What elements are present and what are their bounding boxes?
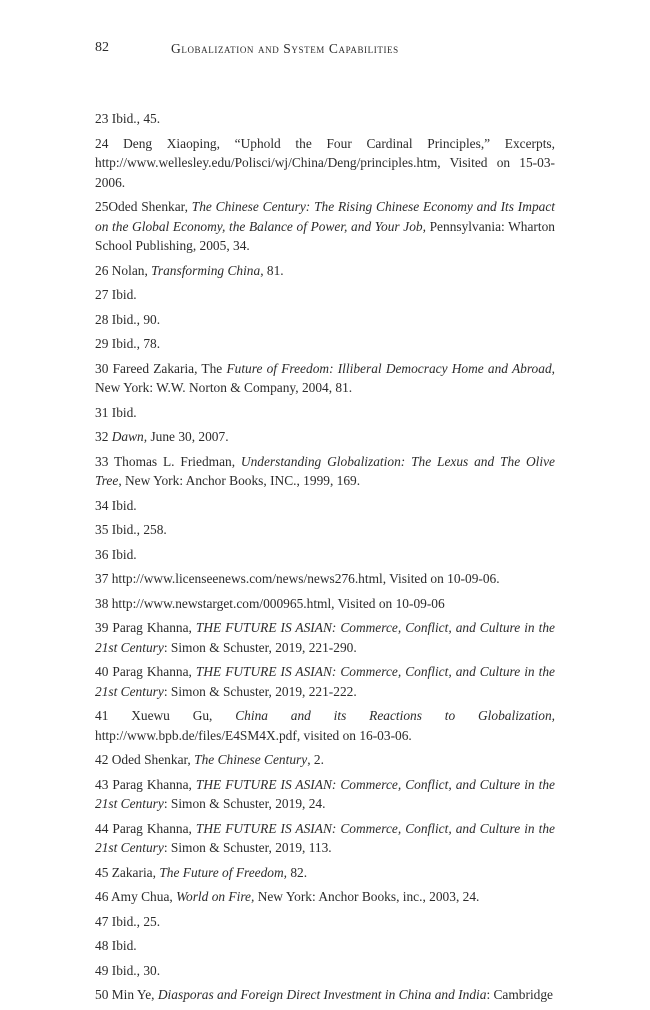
endnote bbox=[95, 985, 555, 1005]
endnote-title-text: THE FUTURE IS ASIAN: Commerce, Conflict, and Culture in the 21st Century bbox=[95, 776, 555, 811]
endnote-title-text: China and its Reactions to Globalization, bbox=[235, 708, 556, 723]
endnote-text: , 2. bbox=[307, 752, 324, 767]
endnote-title-text: Diasporas and Foreign Direct Investment in China and India bbox=[157, 987, 487, 1002]
endnote-text: 32 bbox=[95, 429, 112, 444]
endnote bbox=[95, 594, 555, 614]
endnote bbox=[95, 403, 555, 423]
endnote-text: 24 Deng Xiaoping, “Uphold the Four Cardinal Principles,” Excerpts, http://www.wellesley.edu/Polisci/wj/China/Deng/principles.htm, Visited on 15-03-2006. bbox=[95, 135, 555, 190]
endnote-text: : Simon & Schuster, 2019, 24. bbox=[163, 796, 326, 811]
endnote-text: 42 Oded Shenkar, bbox=[95, 752, 195, 767]
page-header bbox=[95, 40, 555, 60]
endnote-text: 27 Ibid. bbox=[95, 287, 137, 302]
endnote bbox=[95, 520, 555, 540]
endnote-title-text: Transforming China bbox=[151, 262, 261, 278]
endnote bbox=[95, 310, 555, 330]
endnote-text: 48 Ibid. bbox=[95, 938, 137, 953]
endnotes-list bbox=[95, 109, 555, 1010]
endnote-title-text: Future of Freedom: Illiberal Democracy Home and Abroad bbox=[226, 360, 552, 376]
endnote-text: 45 Zakaria, bbox=[95, 864, 160, 880]
endnote bbox=[95, 887, 555, 907]
endnote bbox=[95, 662, 555, 701]
endnote bbox=[95, 197, 555, 256]
endnote-text: 50 Min Ye, bbox=[95, 987, 158, 1002]
endnote bbox=[95, 261, 555, 281]
endnote-text: 44 Parag Khanna, bbox=[95, 820, 196, 836]
endnote bbox=[95, 569, 555, 589]
endnote-text: 26 Nolan, bbox=[95, 262, 152, 278]
endnote bbox=[95, 936, 555, 956]
endnote-text: 82. bbox=[287, 864, 308, 880]
endnote-text: 47 Ibid., 25. bbox=[95, 913, 161, 929]
endnote bbox=[95, 912, 555, 932]
endnote-title-text: Understanding Globalization: The Lexus and The Olive Tree bbox=[95, 453, 555, 488]
endnote-text: 46 Amy Chua, bbox=[95, 889, 177, 904]
endnote bbox=[95, 545, 555, 565]
endnote-text: 38 http://www.newstarget.com/000965.html, Visited on 10-09-06 bbox=[95, 595, 445, 611]
endnote-text: 30 Fareed Zakaria, The bbox=[95, 360, 227, 376]
endnote-text: , New York: W.W. Norton & Company, 2004, 81. bbox=[95, 360, 555, 395]
endnote-text: , New York: Anchor Books, INC., 1999, 169. bbox=[118, 473, 361, 488]
endnote-title-text: Dawn, bbox=[111, 429, 148, 444]
endnote-text: 49 Ibid., 30. bbox=[95, 962, 161, 978]
endnote-title-text: The Chinese Century: The Rising Chinese Economy and Its Impact on the Global Economy, the Balance of Power, and Your Job, bbox=[95, 199, 555, 234]
endnote-text: 39 Parag Khanna, bbox=[95, 620, 196, 635]
endnote-text: 37 http://www.licenseenews.com/news/news276.html, Visited on 10-09-06. bbox=[95, 571, 500, 586]
endnote bbox=[95, 819, 555, 858]
endnote-text: June 30, 2007. bbox=[147, 429, 229, 444]
running-title: Globalization and System Capabilities bbox=[171, 41, 399, 56]
endnote bbox=[95, 750, 555, 770]
endnote-text: 36 Ibid. bbox=[95, 546, 137, 562]
endnote-title-text: The Chinese Century bbox=[194, 752, 308, 767]
endnote-text: , 81. bbox=[260, 262, 284, 278]
endnote bbox=[95, 452, 555, 491]
endnote-text: 29 Ibid., 78. bbox=[95, 336, 161, 351]
endnote-title-text: THE FUTURE IS ASIAN: Commerce, Conflict, and Culture in the 21st Century bbox=[95, 820, 555, 855]
endnote-text: Pennsylvania: Wharton School Publishing, 2005, 34. bbox=[95, 218, 555, 253]
endnote bbox=[95, 961, 555, 981]
endnote-text: 35 Ibid., 258. bbox=[95, 522, 167, 537]
endnote-text: 40 Parag Khanna, bbox=[95, 664, 196, 679]
endnote-text: http://www.bpb.de/files/E4SM4X.pdf, visited on 16-03-06. bbox=[95, 727, 412, 743]
endnote bbox=[95, 334, 555, 354]
endnote bbox=[95, 863, 555, 883]
endnote-title-text: THE FUTURE IS ASIAN: Commerce, Conflict, and Culture in the 21st Century bbox=[95, 664, 555, 699]
endnote-text: 34 Ibid. bbox=[95, 497, 137, 513]
endnote bbox=[95, 427, 555, 447]
endnote-text: 28 Ibid., 90. bbox=[95, 311, 161, 327]
endnote bbox=[95, 496, 555, 516]
endnote bbox=[95, 775, 555, 814]
endnote-text: : Simon & Schuster, 2019, 221-290. bbox=[163, 639, 357, 655]
endnote-title-text: The Future of Freedom, bbox=[159, 864, 288, 880]
endnote bbox=[95, 359, 555, 398]
endnote bbox=[95, 134, 555, 193]
endnote bbox=[95, 285, 555, 305]
endnote-text: 41 Xuewu Gu, bbox=[95, 708, 236, 723]
endnote-text: New York: Anchor Books, inc., 2003, 24. bbox=[254, 889, 480, 904]
page-number: 82 bbox=[95, 40, 109, 55]
endnote-title-text: THE FUTURE IS ASIAN: Commerce, Conflict, and Culture in the 21st Century bbox=[95, 620, 555, 655]
endnote bbox=[95, 706, 555, 745]
endnote-text: : Cambridge bbox=[486, 987, 554, 1002]
endnote-text: 31 Ibid. bbox=[95, 404, 137, 420]
endnote-text: 33 Thomas L. Friedman, bbox=[95, 453, 241, 469]
endnote-text: 23 Ibid., 45. bbox=[95, 111, 161, 126]
endnote-text: : Simon & Schuster, 2019, 221-222. bbox=[163, 683, 357, 699]
endnote-text: 43 Parag Khanna, bbox=[95, 776, 196, 792]
endnote-text: 25Oded Shenkar, bbox=[95, 199, 192, 214]
endnote bbox=[95, 618, 555, 657]
endnote bbox=[95, 109, 555, 129]
endnote-title-text: World on Fire, bbox=[176, 889, 255, 904]
endnote-text: : Simon & Schuster, 2019, 113. bbox=[163, 840, 332, 855]
